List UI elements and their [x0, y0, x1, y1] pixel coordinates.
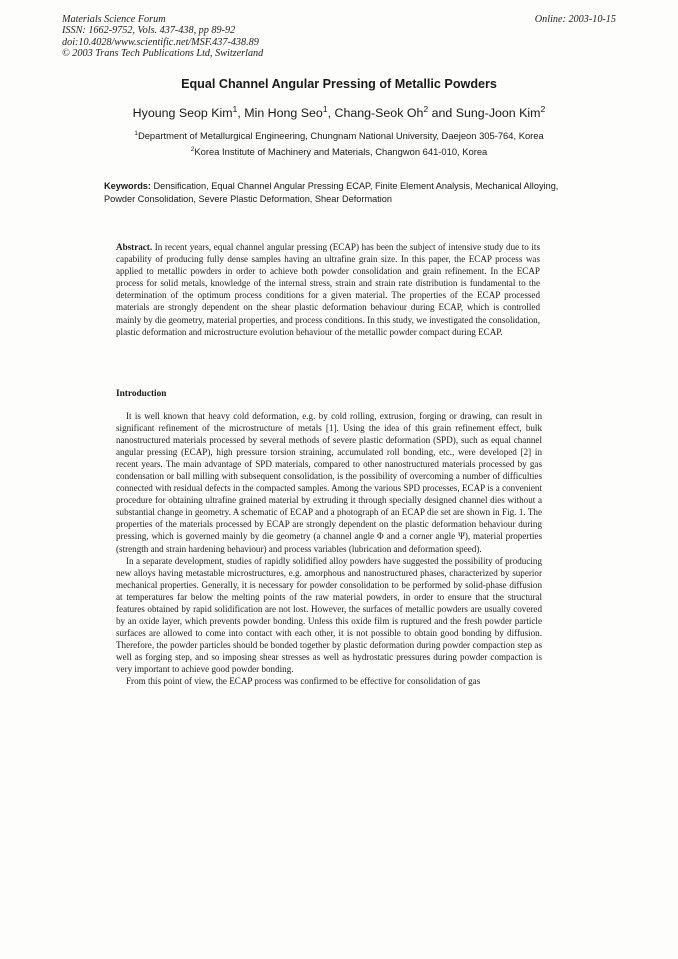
affiliation-text: Department of Metallurgical Engineering, Chungnam National University, Daejeon 305-764, Korea: [137, 130, 544, 141]
affiliation-mark: 2: [190, 145, 195, 153]
journal-name: Materials Science Forum: [62, 14, 166, 25]
author-separator: ,: [237, 106, 245, 120]
abstract: [116, 241, 540, 338]
author-name: Sung-Joon Kim: [455, 106, 541, 120]
author-affiliation-mark: 2: [540, 103, 546, 114]
author-name: Min Hong Seo: [244, 106, 323, 120]
introduction-heading: Introduction: [116, 389, 167, 399]
paragraph: It is well known that heavy cold deformation, e.g. by cold rolling, extrusion, forging or drawing, can result in significant refinement of the microstructure of metals [1]. Using the idea of this grain refinement effect, bulk nanostructured materials processed by several methods of severe plastic deformation (SPD), such as equal channel angular pressing (ECAP), high pressure torsion straining, accumulated roll bonding, etc., were developed [2] in recent years. The main advantage of SPD materials, compared to other nanostructured materials processed by gas condensation or ball milling with subsequent consolidation, is the possibility of overcoming a number of difficulties connected with residual defects in the compacted samples. Among the various SPD processes, ECAP is a convenient procedure for obtaining ultrafine grained material by extruding it through specially designed channel dies without a substantial change in geometry. A schematic of ECAP and a photograph of an ECAP die set are shown in Fig. 1. The properties of the materials processed by ECAP are strongly dependent on the plastic deformation behaviour during pressing, which is governed mainly by die geometry (a channel angle Φ and a corner angle Ψ), material properties (strength and strain hardening behaviour) and process variables (lubrication and deformation speed).: [116, 411, 542, 554]
author-affiliation-mark: 1: [232, 103, 238, 114]
author-3: [334, 103, 456, 120]
abstract-text: In recent years, equal channel angular pressing (ECAP) has been the subject of intensive study due to its capability of producing fully dense samples having an ultrafine grain size. In this paper, the ECAP process was applied to metallic powders in order to achieve both powder consolidation and grain refinement. In the ECAP process for solid metals, knowledge of the internal stress, strain and strain rate distribution is fundamental to the determination of the optimum process conditions for a given material. The properties of the ECAP processed materials are strongly dependent on the shear plastic deformation behaviour during ECAP, which is controlled mainly by die geometry, material properties, and process conditions. In this study, we investigated the consolidation, plastic deformation and microstructure evolution behaviour of the metallic powder compact during ECAP.: [116, 242, 541, 337]
abstract-label: Abstract.: [116, 242, 153, 252]
keywords-text: Densification, Equal Channel Angular Pressing ECAP, Finite Element Analysis, Mechanical Alloying, Powder Consolidation, Severe Plastic Deformation, Shear Deformation: [104, 181, 559, 204]
author-separator: and: [428, 106, 456, 120]
keywords: [104, 180, 574, 205]
author-affiliation-mark: 1: [322, 103, 328, 114]
paragraph: In a separate development, studies of rapidly solidified alloy powders have suggested the possibility of producing new alloys having metastable microstructures, e.g. amorphous and nanostructured phases, characterized by superior mechanical properties. Generally, it is necessary for powder consolidation to be performed by solid-phase diffusion at temperatures far below the melting points of the raw material powders, in order to ensure that the structural features obtained by rapid solidification are not lost. However, the surfaces of metallic powders are usually covered by an oxide layer, which prevents powder bonding. Unless this oxide film is ruptured and the fresh powder particle surfaces are allowed to come into contact with each other, it is not possible to obtain good bonding by diffusion. Therefore, the powder particles should be bonded together by plastic deformation during powder compaction step as well as forging step, and so imposing shear stresses as well as hydrostatic pressures during powder compaction is very important to achieve good powder bonding.: [116, 555, 542, 674]
introduction-body: [116, 410, 542, 687]
affiliation-1: [0, 130, 678, 141]
paragraph: From this point of view, the ECAP process was confirmed to be effective for consolidation of gas: [126, 676, 481, 687]
affiliation-mark: 1: [134, 129, 138, 137]
author-2: [244, 103, 335, 120]
doi-line: doi:10.4028/www.scientific.net/MSF.437-438.89: [62, 36, 259, 48]
affiliation-2: [0, 146, 678, 157]
author-separator: ,: [327, 106, 335, 120]
author-name: Hyoung Seop Kim: [132, 106, 233, 120]
journal-header: [62, 14, 263, 60]
author-affiliation-mark: 2: [423, 103, 429, 114]
paper-title: Equal Channel Angular Pressing of Metallic Powders: [181, 77, 497, 91]
issn-line: ISSN: 1662-9752, Vols. 437-438, pp 89-92: [62, 25, 236, 37]
online-date: Online: 2003-10-15: [534, 14, 616, 25]
author-name: Chang-Seok Oh: [334, 106, 424, 120]
author-list: [0, 103, 678, 120]
author-4: [455, 103, 546, 120]
copyright-line: © 2003 Trans Tech Publications Ltd, Switzerland: [62, 48, 264, 60]
affiliation-text: Korea Institute of Machinery and Materials, Changwon 641-010, Korea: [194, 146, 488, 157]
keywords-label: Keywords:: [104, 181, 151, 191]
author-1: [132, 103, 245, 120]
